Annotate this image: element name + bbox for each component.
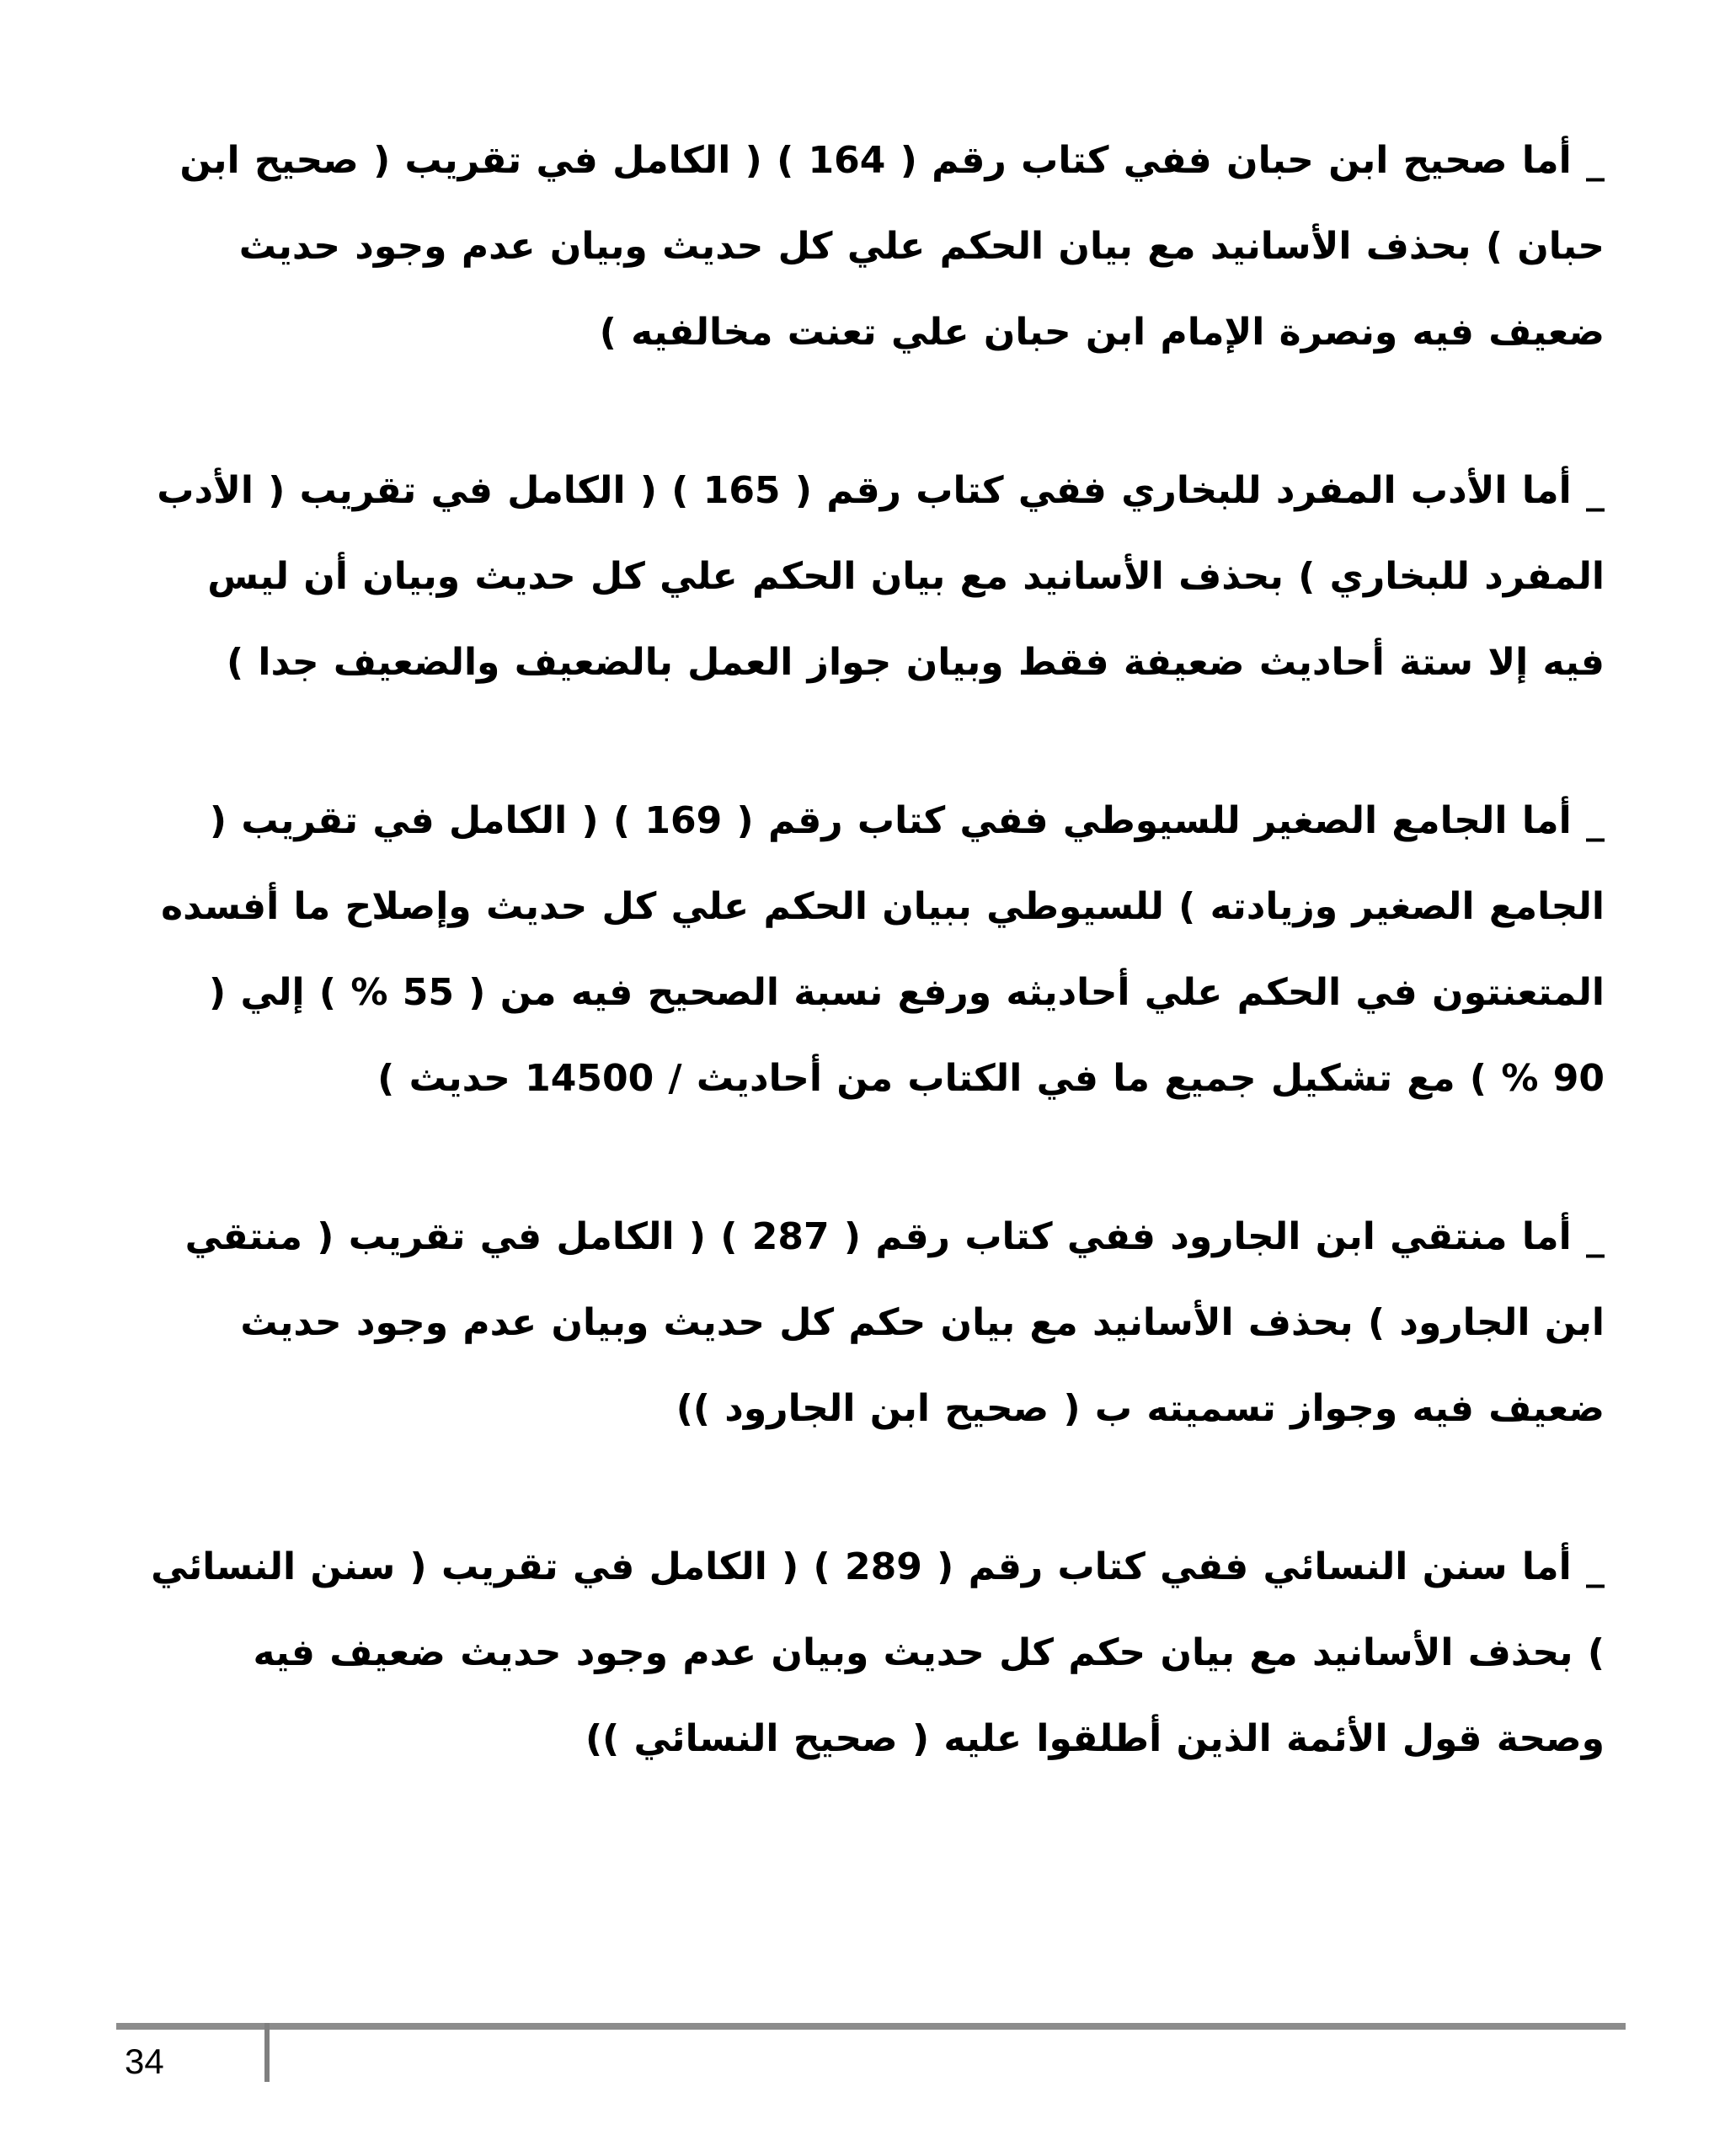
page-number: 34 xyxy=(125,2041,164,2081)
paragraph-sunan-nasai: _ أما سنن النسائي ففي كتاب رقم ( 289 ) ( الكامل في تقريب ( سنن النسائي ) بحذف الأسانيد مع بيان حكم كل حديث وبيان عدم وجود حديث ضعيف فيه وصحة قول الأئمة الذين أطلقوا عليه ( صحيح النسائي )) xyxy=(151,1545,1605,1760)
paragraph-jami-saghir: _ أما الجامع الصغير للسيوطي ففي كتاب رقم ( 169 ) ( الكامل في تقريب ( الجامع الصغير وزيادته ) للسيوطي ببيان الحكم علي كل حديث وإصلاح ما أفسده المتعنتون في الحكم علي أحاديثه ورفع نسبة الصحيح فيه من ( 55 % ) إلي ( 90 % ) مع تشكيل جميع ما في الكتاب من أحاديث / 14500 حديث ) xyxy=(161,799,1605,1100)
footer-divider-tick xyxy=(264,2023,270,2082)
page-body xyxy=(143,118,1605,1854)
footer-divider xyxy=(116,2023,1626,2030)
paragraph-sahih-ibn-hibban: _ أما صحيح ابن حبان ففي كتاب رقم ( 164 ) ( الكامل في تقريب ( صحيح ابن حبان ) بحذف الأسانيد مع بيان الحكم علي كل حديث وبيان عدم وجود حديث ضعيف فيه ونصرة الإمام ابن حبان علي تعنت مخالفيه ) xyxy=(179,139,1605,354)
paragraph-muntaqa-ibn-jarud: _ أما منتقي ابن الجارود ففي كتاب رقم ( 287 ) ( الكامل في تقريب ( منتقي ابن الجارود ) بحذف الأسانيد مع بيان حكم كل حديث وبيان عدم وجود حديث ضعيف فيه وجواز تسميته ب ( صحيح ابن الجارود )) xyxy=(184,1215,1605,1430)
paragraph-adab-mufrad: _ أما الأدب المفرد للبخاري ففي كتاب رقم ( 165 ) ( الكامل في تقريب ( الأدب المفرد للبخاري ) بحذف الأسانيد مع بيان الحكم علي كل حديث وبيان أن ليس فيه إلا ستة أحاديث ضعيفة فقط وبيان جواز العمل بالضعيف والضعيف جدا ) xyxy=(157,469,1605,684)
